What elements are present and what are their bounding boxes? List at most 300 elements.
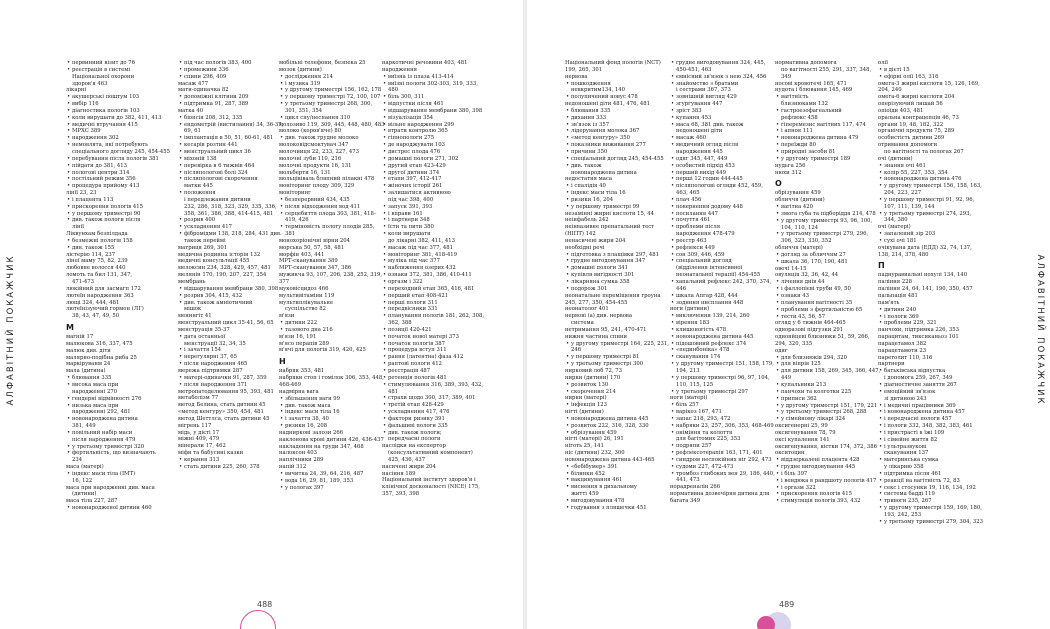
index-subentry: • третій етап 428-429 [382, 402, 488, 409]
index-entry: м'ячі для пологів 319, 420, 425 [279, 347, 366, 354]
index-subentry: • приписи 362 [775, 396, 881, 403]
index-entry: метаболізм 77 [178, 395, 219, 402]
index-entry: мелоксин 234, 328, 429, 457, 481 [178, 265, 271, 272]
index-subentry: • пійдати до 381, 413 [66, 163, 172, 170]
index-subentry: • перші пологи 311 [382, 300, 488, 307]
index-entry: система [571, 320, 594, 327]
index-entry: метод Белина, стать дитини 45 [178, 402, 266, 409]
index-subentry: • гендерні відмінності 276 [66, 396, 172, 403]
index-entry: молоко (коров'яче) 80 [279, 128, 342, 135]
index-subentry: • стать дитини 225, 260, 378 [178, 464, 284, 471]
index-entry: здоров'я 463 [72, 80, 108, 87]
index-subentry: • прискорення пологів 415 [66, 204, 172, 211]
index-entry: нетримання 95, 241, 470-471 [565, 326, 647, 333]
index-subentry: • новонароджена дитина 479 [775, 135, 881, 142]
index-entry: і допомога 259, 267, 349 [884, 375, 953, 382]
index-subentry: • серцебиття плода 303, 381, 418-419, 426 [279, 211, 385, 225]
index-entry: матриця 269, 301 [178, 244, 228, 251]
index-subentry: • варікоз 167, 471 [670, 409, 776, 416]
index-entry: омега-3 жирні кислоти 15, 126, 169, 204, 240 [878, 80, 980, 94]
index-subentry: • розрив 304, 415, 432 [178, 293, 284, 300]
index-subentry: • і ультразвукові [878, 444, 984, 451]
index-entry: ноги (дитини) [670, 306, 710, 313]
index-subentry: • низька маса при [66, 403, 172, 410]
index-entry: лютеїнізуючий гормон (ЛГ) [66, 306, 144, 313]
index-subentry: • ускладнення 417, 476 [382, 409, 488, 416]
index-entry: оксі купалення 141 [775, 436, 830, 443]
index-subentry: • почуття 461 [670, 217, 776, 224]
index-subentry: • ендометрій (вистилання) 34, 36-37, 69, 61 [178, 122, 284, 136]
index-subentry: • дата останньої [178, 334, 284, 341]
index-subentry: • біль 300, 311 [382, 94, 488, 101]
index-subentry: • безперервний 434, 435 [279, 197, 385, 204]
index-entry: любовне волосся 440 [66, 265, 126, 272]
index-entry: менингіт 41 [178, 313, 212, 320]
index-subentry: • запуск 391, 393 [382, 204, 488, 211]
index-entry: метод Шеттлса, стать дитини 45 [178, 415, 270, 422]
index-subentry: • вигодовування 478 [565, 498, 671, 505]
index-subentry: • ретенція пологів 481 [382, 375, 488, 382]
index-subentry: • дихання 333 [565, 115, 671, 122]
index-subentry: • у третьому триместрі 297 [670, 389, 776, 396]
index-subentry: • у другому триместрі 159, 169, 180, 193, 242, 253 [878, 505, 984, 519]
index-subentry: • збільшення ваги 99 [279, 396, 385, 403]
index-entry: малюк див. діти [66, 347, 111, 354]
index-subentry: • і новонароджена дитина 457 [878, 409, 984, 416]
side-section-label: АЛФАВІТНИЙ ПОКАЖЧИК [6, 254, 16, 406]
index-entry: 234 [72, 457, 83, 464]
index-subentry: • імплантація в 50, 51, 60-61, 481 [178, 135, 284, 142]
index-entry: нирки (дитини) 170 [565, 374, 621, 381]
index-subentry: • і пристрасті в їжі 109 [878, 430, 984, 437]
index-subentry: • масаж під час 377, 481 [382, 245, 488, 252]
index-entry: необхідні речі [565, 244, 605, 251]
index-subentry: • повільний набір маси [66, 430, 172, 437]
index-subentry: • діагностичне заняття 267 [878, 382, 984, 389]
index-subentry: • втрати контролю 365 [382, 128, 488, 135]
index-column-1 [66, 60, 172, 512]
index-section-letter: О [775, 179, 782, 189]
index-subentry: • рефлексотерапія 163, 171, 401 [670, 450, 776, 457]
index-subentry: • у першому триместрі 81 [565, 354, 671, 361]
index-entry: парацетамоти 23 [878, 347, 927, 354]
index-subentry: • післяпологові болі 324 [178, 170, 284, 177]
index-entry: парацетамол 382 [878, 340, 927, 347]
index-section-letter: М [66, 323, 74, 333]
index-entry: по вагітності та пологах 267 [884, 148, 964, 155]
index-entry: однояйцеві близнюки 51, 59, 266, 294, 320, 335 [775, 334, 870, 347]
index-subentry: • шкала Апгар 428, 444 [670, 293, 776, 300]
index-subentry: • показники виживання 277 [565, 142, 671, 149]
index-subentry: • другий етап 423-429 [382, 163, 488, 170]
index-entry: одноразові підгузки 291 [775, 327, 844, 334]
index-subentry: • біопсія 208, 312, 335 [178, 115, 284, 122]
index-entry: мігрень 117 [178, 422, 212, 429]
index-entry: молочні продукти 16, 131 [279, 162, 352, 169]
index-entry: після народження 479 [72, 436, 136, 443]
index-entry: ломоть та бил 131, 347, [66, 272, 133, 279]
index-subentry: • у пологах 397 [279, 485, 385, 492]
index-entry: оксигенерні 25, 99 [775, 423, 828, 430]
index-entry: маса тіла 227, 287 [66, 498, 118, 505]
index-subentry: • підтримка 91, 287, 389 [178, 101, 284, 108]
index-subentry: • їсти та пити 380 [382, 224, 488, 231]
index-entry: передчасні пологи [388, 436, 441, 443]
index-subentry: • новонароджена дитина [66, 416, 172, 423]
index-entry: маса (матері) [66, 464, 104, 471]
index-entry: накладення на груди 347, 468 [279, 443, 364, 450]
index-section-letter: Н [279, 357, 286, 367]
index-entry: лікарні [66, 87, 87, 94]
index-entry: «метод кенгуру» 350, 454, 481 [178, 409, 264, 416]
index-entry: малюкова 316, 337, 475 [66, 340, 133, 347]
index-subentry: • у третьому триместрі 300 [565, 361, 671, 368]
index-subentry: • маса 68, 381 див. також [670, 122, 776, 129]
index-subentry: • промежини 336 [178, 67, 284, 74]
index-subentry: • гіпнопологи 275 [382, 135, 488, 142]
index-entry: набряки стоп і гомілок 306, 353, 448, 468-469 [279, 375, 384, 388]
index-entry: маса при народженні див. маса [66, 484, 155, 491]
index-subentry: • переходний етап 365, 416, 481 [382, 286, 488, 293]
index-entry: ноги (матері) [670, 395, 708, 402]
index-entry: малярно-подібна риба 25 [66, 354, 137, 361]
index-subentry: • муліка під час 377 [382, 258, 488, 265]
index-entry: монохоріонічні вірни 204 [279, 237, 351, 244]
index-subentry: • коли вирушати [382, 231, 488, 238]
index-subentry: • народження 302 [66, 135, 172, 142]
index-entry: паретолит 110, 316 [878, 354, 933, 361]
index-entry: новонароджена дитина [571, 169, 637, 176]
index-subentry: • вибір 116 [66, 101, 172, 108]
index-subentry: • набряки 23, 257, 306, 353, 468-469 [670, 423, 776, 430]
index-entry: мольберти 16, 131 [279, 169, 331, 176]
index-subentry: • див. також [565, 163, 671, 170]
index-subentry: • післяпологові скорочення [178, 176, 284, 183]
index-subentry: • зв'язок із 357 [565, 122, 671, 129]
index-subentry: • див. також пологи; [382, 430, 488, 437]
index-entry: мережа підтримки 287 [178, 367, 243, 374]
index-subentry: • для дитини 158, 269, 345, 366, 447, 449 [775, 368, 881, 382]
index-subentry: • візуалізація 354 [382, 115, 488, 122]
index-entry: насичені жири 204 [382, 463, 436, 470]
index-entry: магній 17 [66, 334, 94, 341]
index-subentry: • другої дитини 374 [382, 170, 488, 177]
index-subentry: • залишатися активною [382, 190, 488, 197]
index-subentry: • після відходження вод 411 [279, 204, 385, 211]
page-number: 488 [257, 600, 273, 609]
index-entry: морфін 403, 441 [279, 251, 325, 258]
index-subentry: • новонароджена дитина 445 [565, 416, 671, 423]
index-subentry: • фібромідми 138, 218, 284, 431 див. також переймі [178, 231, 284, 245]
index-subentry: • під час пологів 383, 400 [178, 60, 284, 67]
index-subentry: • новонароджена дитина 445 [670, 334, 776, 341]
index-entry: надмірна вага [279, 388, 319, 395]
index-column-1 [565, 60, 671, 512]
index-entry: овуляція 32, 36, 42, 44 [775, 272, 839, 279]
index-entry: нирки (матері) [565, 395, 607, 402]
index-entry: народження 478-479 [676, 231, 735, 238]
index-entry: опіоїди 403, 481 [878, 107, 924, 114]
index-entry: у лікарню 358 [884, 464, 924, 471]
index-entry: неонатальне переміщення гроуна 245, 277, 350, 454-455 [565, 292, 661, 306]
index-subentry: • жіночих історії 261 [382, 183, 488, 190]
index-subentry: • спеціальний догляд 245, 454-455 [565, 156, 671, 163]
index-entry: оральна контрацепція 46, 73 [878, 114, 959, 121]
index-entry: огляд у 6 тижнів 464-465 [775, 320, 846, 327]
index-entry: нервові (а) див. нервова [565, 313, 633, 320]
index-subentry: • дистрес плода 476 [382, 149, 488, 156]
index-subentry: • немовлята, які потребують спеціального догляду 245, 454-455 [66, 142, 172, 156]
index-subentry: • емоційний зв'язок [878, 389, 984, 396]
index-entry: м'язи 16, 191 [279, 333, 317, 340]
index-subentry: • у третьому триместрі 279, 304, 323 [878, 519, 984, 526]
index-subentry: • розвиток 222, 316, 328, 330 [565, 423, 671, 430]
index-entry: недоношені діти [676, 128, 723, 135]
index-entry: Ліквунхам безпілдада [66, 231, 128, 238]
index-entry: менструація 35-37 [178, 326, 230, 333]
index-subentry: • виключення 139, 214, 260 [670, 313, 776, 320]
index-subentry: • купальники 213 [775, 382, 881, 389]
index-entry: носові кровотечі 165, 471 [775, 80, 847, 87]
index-subentry: • терміновість пологу плодів 285, 381 [279, 224, 385, 238]
index-entry: нормативна дозвечірня дитина для багата 349 [670, 491, 770, 504]
index-subentry: • виснення в дихальному [565, 484, 671, 491]
index-entry: і сестрами 367, 373 [676, 87, 731, 94]
index-subentry: • див. також 155 [66, 245, 172, 252]
index-subentry: • і зачаття 154 [178, 347, 284, 354]
index-subentry: • повернення додому 448 [670, 204, 776, 211]
index-entry: пальпація 481 [878, 293, 918, 299]
index-entry: нирковий лоб 72, 73 [565, 367, 622, 374]
index-entry: мобільні телефони, безпека 25 [279, 60, 366, 66]
index-entry: міфи та бабусині казки [178, 450, 244, 457]
index-entry: мужикча 93, 107, 206, 238, 252, 319, 377 [279, 272, 383, 285]
index-entry: молочниця 22, 233, 227, 473 [279, 148, 360, 155]
index-entry: мозок (дитини) [279, 66, 322, 73]
index-entry: Національної охорони [72, 73, 135, 80]
index-entry: оперізуючий лишай 56 [878, 101, 943, 108]
index-entry: лістерію 114, 237 [66, 251, 116, 258]
index-entry: близнюками 132 [781, 101, 829, 108]
index-subentry: • індекс маси тіла (ІМТ) [66, 471, 172, 478]
index-subentry: • домашні пологи 341 [565, 265, 671, 272]
index-entry: ніс (дитини) 232, 300 [565, 450, 625, 457]
index-subentry: • цикл сну/неспання 310 [279, 115, 385, 122]
index-entry: оксигенування 78, 79 [775, 429, 836, 436]
index-subentry: • і пологи 369 [878, 314, 984, 321]
index-entry: лющі 324, 444, 481 [66, 299, 120, 306]
index-subentry: • зоднння нисплання 448 [670, 300, 776, 307]
index-entry: очікувана дата (ЕДД) 32, 74, 137, 138, 214, 378, 480 [878, 244, 972, 258]
index-subentry: • дитини 240 [878, 307, 984, 314]
index-subentry: • лічення днів 44 [775, 279, 881, 286]
index-subentry: • постільний режим 356 [66, 176, 172, 183]
index-subentry: • подряпи 257 [670, 443, 776, 450]
index-subentry: • початок нової матері 373 [382, 334, 488, 341]
index-subentry: • купання 453 [670, 115, 776, 122]
index-subentry: • медичний огляд після [670, 142, 776, 149]
index-subentry: • догляд за обличчям 27 [775, 252, 881, 259]
index-subentry: • позиції 420-421 [382, 327, 488, 334]
index-entry: 232, 286, 318, 323, 329, 335, 336, 358, 361, 386, 388, 414-415, 481 [184, 203, 277, 217]
index-entry: (відділення інтенсивної [676, 265, 743, 272]
index-subentry: • і вендюка в рандшоту пологів 417 [775, 478, 881, 485]
index-entry: 425, 436, 437 [388, 456, 426, 463]
index-subentry: • зріст 383 [670, 108, 776, 115]
index-entry: мала (дитина) [66, 368, 106, 375]
index-entry: надниркові залози 266 [279, 429, 344, 436]
index-entry: очі (матері) [878, 224, 911, 231]
index-subentry: • ризики 16, 208 [279, 423, 385, 430]
index-entry: новонароджена дитина 443-465 [565, 456, 655, 463]
index-subentry: • годування з пляшечки 451 [565, 505, 671, 512]
index-subentry: • рефлекси 449 [670, 245, 776, 252]
index-entry: нігті (матері) 26, 191 [565, 436, 624, 443]
index-entry: лінії [72, 224, 84, 231]
index-subentry: • вагітність [775, 94, 881, 101]
index-entry: недоношені діти 481, 476, 481 [565, 101, 650, 108]
index-subentry: • ознаки 372, 381, 386, 410-411 [382, 272, 488, 279]
index-entry: м'язи [279, 313, 295, 320]
index-subentry: • і зачаття 38, 40 [279, 416, 385, 423]
index-entry: нервова [565, 73, 588, 80]
index-entry: омега-6 жирні кислоти 204 [878, 94, 955, 101]
index-subentry: • панчохи та колготки 225 [775, 389, 881, 396]
index-subentry: • зовнішній вигляд 429 [670, 94, 776, 101]
index-subentry: • дослідження 214 [279, 74, 385, 81]
index-entry: неінфабель 242 [565, 217, 609, 224]
index-entry: маркіруванм 24 [66, 361, 111, 368]
index-entry: наслідки на експертор [382, 443, 446, 450]
index-subentry: • грудне вигодовування 324, 445, 450-451, 463 [670, 60, 776, 74]
index-subentry: • перебування після пологів 381 [66, 156, 172, 163]
index-entry: рефлюкс 458 [781, 114, 818, 121]
index-subentry: • оніміння та колоття [670, 430, 776, 437]
index-subentry: • дитини 222 [279, 320, 385, 327]
index-subentry: • грудне вигодовування 347 [565, 258, 671, 265]
index-subentry: • у сімейному лікарі 324 [775, 416, 881, 423]
index-subentry: • реєстрація в системі [66, 67, 172, 74]
index-subentry: • особистий підхід 453 [670, 163, 776, 170]
index-entry: лінеї маму 75, 82, 239 [66, 258, 128, 265]
index-entry: очі (дитини) [878, 155, 913, 162]
index-subentry: • раптові пологи 412 [382, 361, 488, 368]
index-subentry: • посилання 447 [670, 211, 776, 218]
index-subentry: • вірення 183 [670, 320, 776, 327]
index-subentry: • сканування 174 [670, 354, 776, 361]
index-entry: масаж 477 [178, 80, 209, 87]
index-subentry: • і передчасні пологи 457 [878, 416, 984, 423]
index-subentry: • біль 257 [670, 402, 776, 409]
index-entry: менструації 32, 34, 35 [184, 340, 246, 347]
index-subentry: • причини 350 [565, 149, 671, 156]
index-subentry: • новонародженої дитини 460 [66, 505, 172, 512]
index-subentry: • у другому триместрі 151, 179, 221 [775, 403, 881, 410]
index-subentry: • «метод кенгуру» 350 [565, 135, 671, 142]
index-subentry: • скорочення 214 [565, 389, 671, 396]
index-subentry: • лідерування молока 367 [565, 128, 671, 135]
index-subentry: • пошкодження [565, 81, 671, 88]
index-subentry: • грудне вигодовування 445 [775, 464, 881, 471]
index-entry: сканування 137 [884, 450, 929, 457]
index-subentry: • початок пологів 387 [382, 341, 488, 348]
index-entry: молочні зуби 110, 216 [279, 155, 342, 162]
index-entry: наплічники 289 [279, 457, 324, 464]
index-subentry: • купівля вигідності 301 [565, 272, 671, 279]
index-entry: мембрань [178, 279, 206, 285]
index-entry: під час 398, 400 [388, 196, 434, 203]
index-subentry: • коли вирушати до 382, 411, 413 [66, 115, 172, 122]
index-subentry: • полупичений новус 478 [565, 94, 671, 101]
index-entry: зі дитиною 243 [884, 395, 927, 402]
index-subentry: • див. також амніотичний [178, 300, 284, 307]
index-entry: ніготь 25, 141 [565, 443, 604, 450]
index-subentry: • і медичні працівники 369 [878, 403, 984, 410]
index-entry: по вагітності 255, 291, 337, 348, 349 [781, 66, 872, 80]
index-subentry: • у першому триместрі 90 [66, 211, 172, 218]
index-entry: нігті (дитини) [565, 409, 604, 416]
index-subentry: • тромбоз глибоких вен 29, 186, 440, 441, 473 [670, 471, 776, 485]
index-subentry: • спеціальний догляд [670, 258, 776, 265]
index-subentry: • шкала 36, 170, 190, 481 [775, 259, 881, 266]
index-subentry: • тести 43, 56, 57 [775, 314, 881, 321]
index-subentry: • ознаки 43 [775, 293, 881, 300]
index-subentry: • у першому триместрі 99 [565, 204, 671, 211]
index-subentry: • тазового дна 216 [279, 327, 385, 334]
index-subentry: • у першому триместрі 91, 92, 96, 107, 111, 139, 144 [878, 197, 984, 211]
index-subentry: • у першому триместрі 72, 100, 107 [279, 94, 385, 101]
index-entry: наклонова крові дитини 426, 436-437 [279, 436, 384, 443]
index-subentry: • спини 296, 409 [178, 74, 284, 81]
index-subentry: • кесарів розтин 441 [178, 142, 284, 149]
index-entry: моніторинг [279, 190, 311, 197]
index-entry: налоксон 403 [279, 450, 318, 457]
index-entry: норадреналін 266 [670, 484, 721, 491]
index-subentry: • вільне народження 299 [382, 122, 488, 129]
index-subentry: • фертильність, що визначають [66, 450, 172, 457]
index-subentry: • блювання 335 [66, 375, 172, 382]
index-entry: органи 19, 48, 182, 322 [878, 121, 944, 128]
index-subentry: • етапи 397, 412-417 [382, 176, 488, 183]
index-subentry: • віддзеркалені плацента 428 [775, 457, 881, 464]
index-entry: недостатня маса [565, 176, 613, 183]
index-entry: м'ясо перапів 289 [279, 340, 329, 347]
index-subentry: • відшарування мембрани 380, 398 [382, 108, 488, 115]
index-entry: обличчя (дитини) [775, 197, 825, 204]
index-subentry: • планування вагітності 35 [775, 300, 881, 307]
index-entry: нудьга 256 [775, 162, 806, 169]
index-entry: незамінні жирні кислоти 15, 44 [565, 210, 655, 217]
index-entry: панчохи, підтримка 226, 353 [878, 327, 959, 334]
index-column-3 [279, 60, 385, 491]
index-subentry: • наближення озерих 432 [382, 265, 488, 272]
side-section-label: АЛФАВІТНИЙ ПОКАЖЧИК [1035, 254, 1045, 406]
index-subentry: • розвиток 130 [565, 382, 671, 389]
index-subentry: • сон 309, 446, 459 [670, 252, 776, 259]
index-subentry: • ємнісний зв'язок з нею 324, 456 [670, 74, 776, 81]
index-subentry: • проблеми після [670, 224, 776, 231]
index-subentry: • перевірка в 6 тижнів 464 [178, 163, 284, 170]
index-subentry: • процедура прийому 413 [66, 183, 172, 190]
index-subentry: • одяг 345, 447, 449 [670, 156, 776, 163]
index-subentry: • у третьому триместрі 320 [66, 444, 172, 451]
index-subentry: • пологові центри 314 [66, 170, 172, 177]
index-subentry: • фактори ризику 391 [382, 416, 488, 423]
index-subentry: • материнська сумка [878, 457, 984, 464]
index-subentry: • у другому триместрі 93, 96, 100, 104, 110, 124 [775, 218, 881, 232]
index-subentry: • рання (латентна) фаза 412 [382, 354, 488, 361]
right-page [527, 0, 1050, 629]
